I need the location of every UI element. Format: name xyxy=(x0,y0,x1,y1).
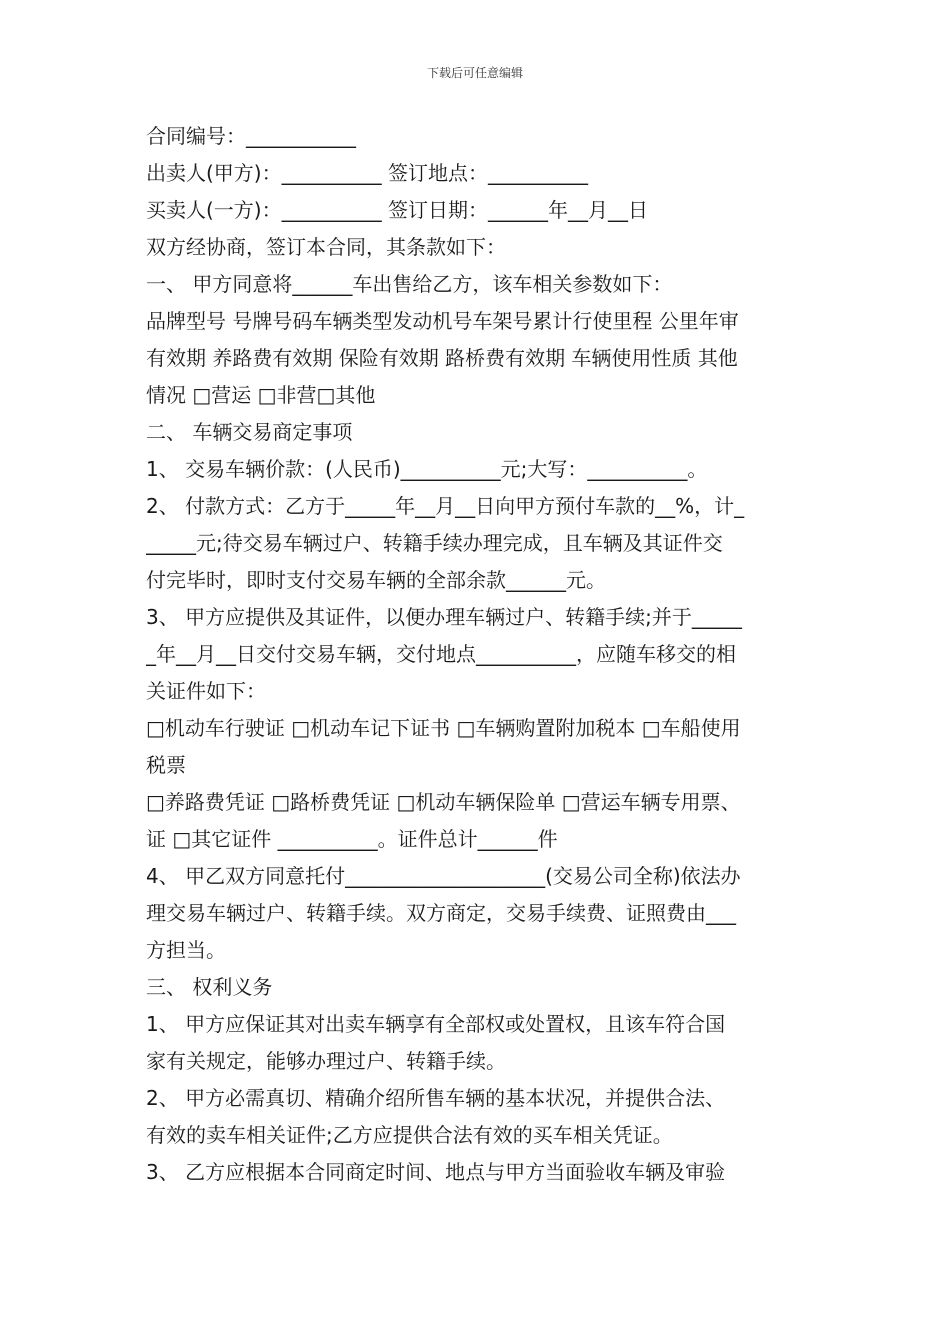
text-line: 买卖人(一方)：__________ 签订日期：______年__月__日 xyxy=(146,198,648,222)
text-line: 4、 甲乙双方同意托付____________________(交易公司全称)依法办 xyxy=(146,864,741,888)
text-line: _年__月__日交付交易车辆，交付地点__________，应随车移交的相 xyxy=(146,642,736,666)
text-line: 情况 □营运 □非营□其他 xyxy=(146,383,376,407)
text-line: □机动车行驶证 □机动车记下证书 □车辆购置附加税本 □车船使用 xyxy=(146,716,741,740)
text-line: 证 □其它证件 __________。证件总计______件 xyxy=(146,827,558,851)
text-line: 有效期 养路费有效期 保险有效期 路桥费有效期 车辆使用性质 其他 xyxy=(146,346,738,370)
text-line: 家有关规定，能够办理过户、转籍手续。 xyxy=(146,1049,506,1073)
text-line: 有效的卖车相关证件;乙方应提供合法有效的买车相关凭证。 xyxy=(146,1123,673,1147)
text-line: 1、 甲方应保证其对出卖车辆享有全部权或处置权，且该车符合国 xyxy=(146,1012,726,1036)
text-line: 合同编号：___________ xyxy=(146,124,356,148)
text-line: 付完毕时，即时支付交易车辆的全部余款______元。 xyxy=(146,568,606,592)
text-line: 税票 xyxy=(146,753,186,777)
contract-body xyxy=(146,118,811,1191)
text-line: 关证件如下： xyxy=(146,679,266,703)
text-line: 1、 交易车辆价款：(人民币)__________元;大写：__________。 xyxy=(146,457,708,481)
text-line: □养路费凭证 □路桥费凭证 □机动车辆保险单 □营运车辆专用票、 xyxy=(146,790,741,814)
text-line: 双方经协商，签订本合同，其条款如下： xyxy=(146,235,506,259)
text-line: 三、 权利义务 xyxy=(146,975,273,999)
text-line: 3、 甲方应提供及其证件，以便办理车辆过户、转籍手续;并于_____ xyxy=(146,605,742,629)
text-line: 3、 乙方应根据本合同商定时间、地点与甲方当面验收车辆及审验 xyxy=(146,1160,726,1184)
text-line: 二、 车辆交易商定事项 xyxy=(146,420,353,444)
text-line: 2、 付款方式：乙方于_____年__月__日向甲方预付车款的__%，计_ xyxy=(146,494,745,518)
page-header: 下载后可任意编辑 xyxy=(426,66,523,80)
text-line: 2、 甲方必需真切、精确介绍所售车辆的基本状况，并提供合法、 xyxy=(146,1086,726,1110)
text-line: 方担当。 xyxy=(146,938,226,962)
text-line: 出卖人(甲方)：__________ 签订地点：__________ xyxy=(146,161,588,185)
text-line: 品牌型号 号牌号码车辆类型发动机号车架号累计行使里程 公里年审 xyxy=(146,309,739,333)
text-line: 一、 甲方同意将______车出售给乙方，该车相关参数如下： xyxy=(146,272,673,296)
text-line: 理交易车辆过户、转籍手续。双方商定，交易手续费、证照费由___ xyxy=(146,901,736,925)
text-line: _____元;待交易车辆过户、转籍手续办理完成，且车辆及其证件交 xyxy=(146,531,723,555)
